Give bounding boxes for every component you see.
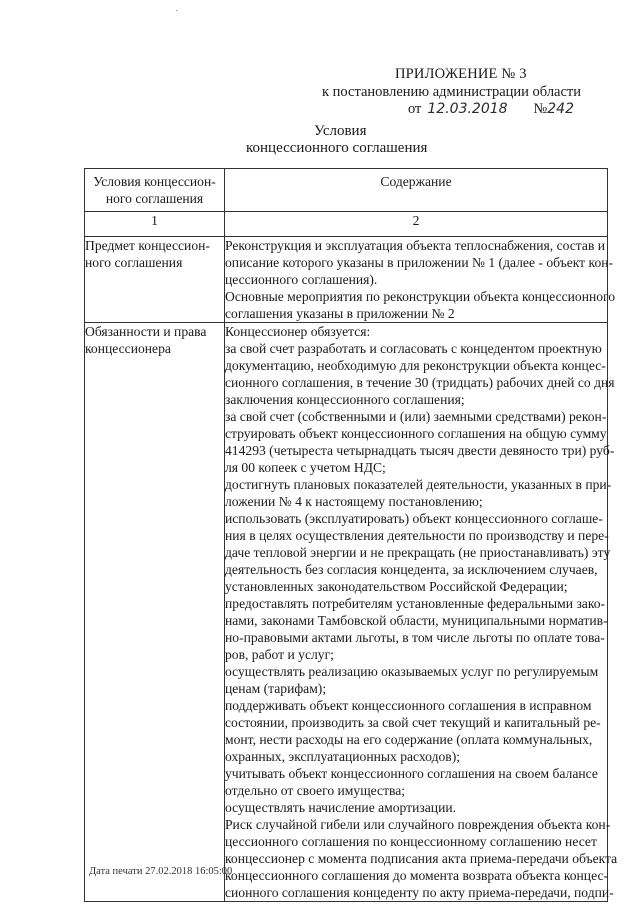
col2-number: 2 [225, 212, 608, 237]
document-title: Условия [314, 123, 367, 139]
document-subtitle: концессионного соглашения [246, 140, 428, 156]
decree-date-row [408, 101, 574, 118]
appendix-title: ПРИЛОЖЕНИЕ № 3 [395, 66, 527, 82]
column-number-row [85, 212, 608, 237]
handwritten-date: 12.03.2018 [427, 101, 508, 117]
content-cell-subject: Реконструкция и эксплуатация объекта теплоснабжения, состав и описание которого указаны в приложении № 1 (далее - объект кон- цессионного соглашения). Основные мероприятия по реконструкции объекта концессионного соглашения указаны в приложении № 2 [225, 238, 616, 321]
table-header-row [85, 169, 608, 212]
decree-reference: к постановлению администрации области [322, 84, 582, 100]
content-cell-obligations: Концессионер обязуется: за свой счет разработать и согласовать с концедентом проектную документацию, необходимую для реконструкции объекта концес- сионного соглашения, в течение 30 (тридцать) рабочих дней со дня заключения концессионного соглашения; за свой счет (собственными и (или) заемными средствами) рекон- струировать объект концессионного соглашения на общую сумму 414293 (четыреста четырнадцать тысяч двести девяносто три) руб- ля 00 копеек с учетом НДС; достигнуть плановых показателей деятельности, указанных в при- ложении № 4 к настоящему постановлению; использовать (эксплуатировать) объект концессионного соглаше- ния в целях осуществления деятельности по производству и пере- даче тепловой энергии и не прекращать (не приостанавливать) эту деятельность без согласия концедента, за исключением случаев, установленных законодательством Российской Федерации; предоставлять потребителям установленные федеральными зако- нами, законами Тамбовской области, муниципальными норматив- но-правовыми актами льготы, в том числе льготы по оплате това- ров, работ и услуг; осуществлять реализацию оказываемых услуг по регулируемым ценам (тарифам); поддерживать объект концессионного соглашения в исправном состоянии, производить за свой счет текущий и капитальный ре- монт, нести расходы на его содержание (оплата коммунальных, охранных, эксплуатационных расходов); учитывать объект концессионного соглашения на своем балансе отдельно от своего имущества; осуществлять начисление амортизации. Риск случайной гибели или случайного повреждения объекта кон- цессионного соглашения по концессионному соглашению несет концессионер с момента подписания акта приема-передачи объекта концессионного соглашения до момента возврата объекта концес- сионного соглашения концеденту по акту приема-передачи, подпи- [225, 324, 618, 900]
from-label: от [408, 101, 422, 117]
term-cell-obligations: Обязанности и права концессионера [85, 323, 225, 902]
conditions-table [84, 168, 618, 902]
handwritten-number: 242 [547, 101, 574, 117]
print-date-footer: Дата печати 27.02.2018 16:05:00 [89, 866, 233, 877]
col1-header: Условия концессион- ного соглашения [85, 169, 225, 212]
table-row [85, 323, 608, 902]
number-label: № [533, 101, 548, 117]
table-row [85, 237, 608, 323]
col2-header: Содержание [225, 169, 608, 212]
scan-speck [176, 10, 177, 11]
col1-number: 1 [85, 212, 225, 237]
term-cell-subject: Предмет концессион- ного соглашения [85, 237, 225, 323]
